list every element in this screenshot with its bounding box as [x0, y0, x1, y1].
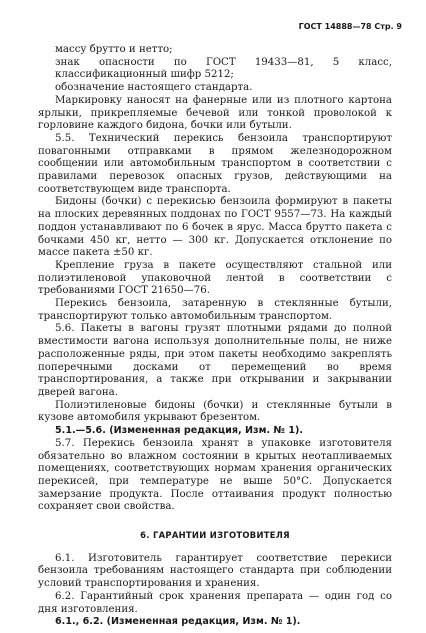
paragraph-amendment-5: 5.1.—5.6. (Измененная редакция, Изм. № 1). [55, 425, 304, 437]
paragraph-5-7: 5.7. Перекись бензоила хранят в упаковке изготовителя обязательно во влажном состоянии в крытых неотапливаемых помещениях, соответствующих нормам хранения органических перекисей, при температуре не выше 50°С. Допускается замерзание продукта. После оттаивания продукт полностью сохраняет свои свойства. [38, 437, 392, 513]
paragraph-tarpaulin: Полиэтиленовые бидоны (бочки) и стеклянные бутыли в кузове автомобиля укрывают брезентом. [38, 399, 392, 424]
paragraph-fastening: Крепление груза в пакете осуществляют стальной или полиэтиленовой упаковочной лентой в соответствии с требованиями ГОСТ 21650—76. [38, 259, 392, 297]
paragraph-standard-designation: обозначение настоящего стандарта. [55, 82, 253, 94]
page-header: ГОСТ 14888—78 Стр. 9 [298, 22, 402, 31]
paragraph-5-5: 5.5. Технический перекись бензоила транспортируют повагонными отправками в прямом железнодорожном сообщении или автомобильным транспортом в соответствии с правилами перевозок опасных грузов, действующими на соответствующем виде транспорта. [38, 132, 392, 195]
paragraph-hazard-sign: знак опасности по ГОСТ 19433—81, 5 класс, классификационный шифр 5212; [55, 56, 392, 81]
paragraph-6-1: 6.1. Изготовитель гарантирует соответствие перекиси бензоила требованиям настоящего стандарта при соблюдении условий транспортирования и хранения. [38, 552, 392, 590]
paragraph-packets: Бидоны (бочки) с перекисью бензоила формируют в пакеты на плоских деревянных поддонах по ГОСТ 9557—73. На каждый поддон устанавливают по 6 бочек в ярус. Масса брутто пакета с бочками 450 кг, нетто — 300 кг. Допускается отклонение по массе пакета ±50 кг. [38, 196, 392, 259]
section-title-guarantees: 6. ГАРАНТИИ ИЗГОТОВИТЕЛЯ [140, 530, 290, 541]
paragraph-6-2: 6.2. Гарантийный срок хранения препарата — один год со дня изготовления. [38, 590, 392, 615]
paragraph-glass-bottles: Перекись бензоила, затаренную в стеклянные бутыли, транспортируют только автомобильным транспортом. [38, 298, 392, 322]
paragraph-gross-net: массу брутто и нетто; [55, 44, 173, 55]
paragraph-amendment-6: 6.1., 6.2. (Измененная редакция, Изм. № 1). [55, 616, 301, 628]
paragraph-marking: Маркировку наносят на фанерные или из плотного картона ярлыки, прикрепляемые бечевой или тонкой проволокой к горловине каждого бидона, бочки или бутыли. [38, 94, 392, 132]
document-body [38, 44, 392, 629]
paragraph-5-6: 5.6. Пакеты в вагоны грузят плотными рядами до полной вместимости вагона используя дополнительные полы, не ниже расположенные ряды, при этом пакеты необходимо закреплять поперечными досками от перемещений во время транспортирования, а также при открывании и закрывании дверей вагона. [38, 323, 392, 398]
